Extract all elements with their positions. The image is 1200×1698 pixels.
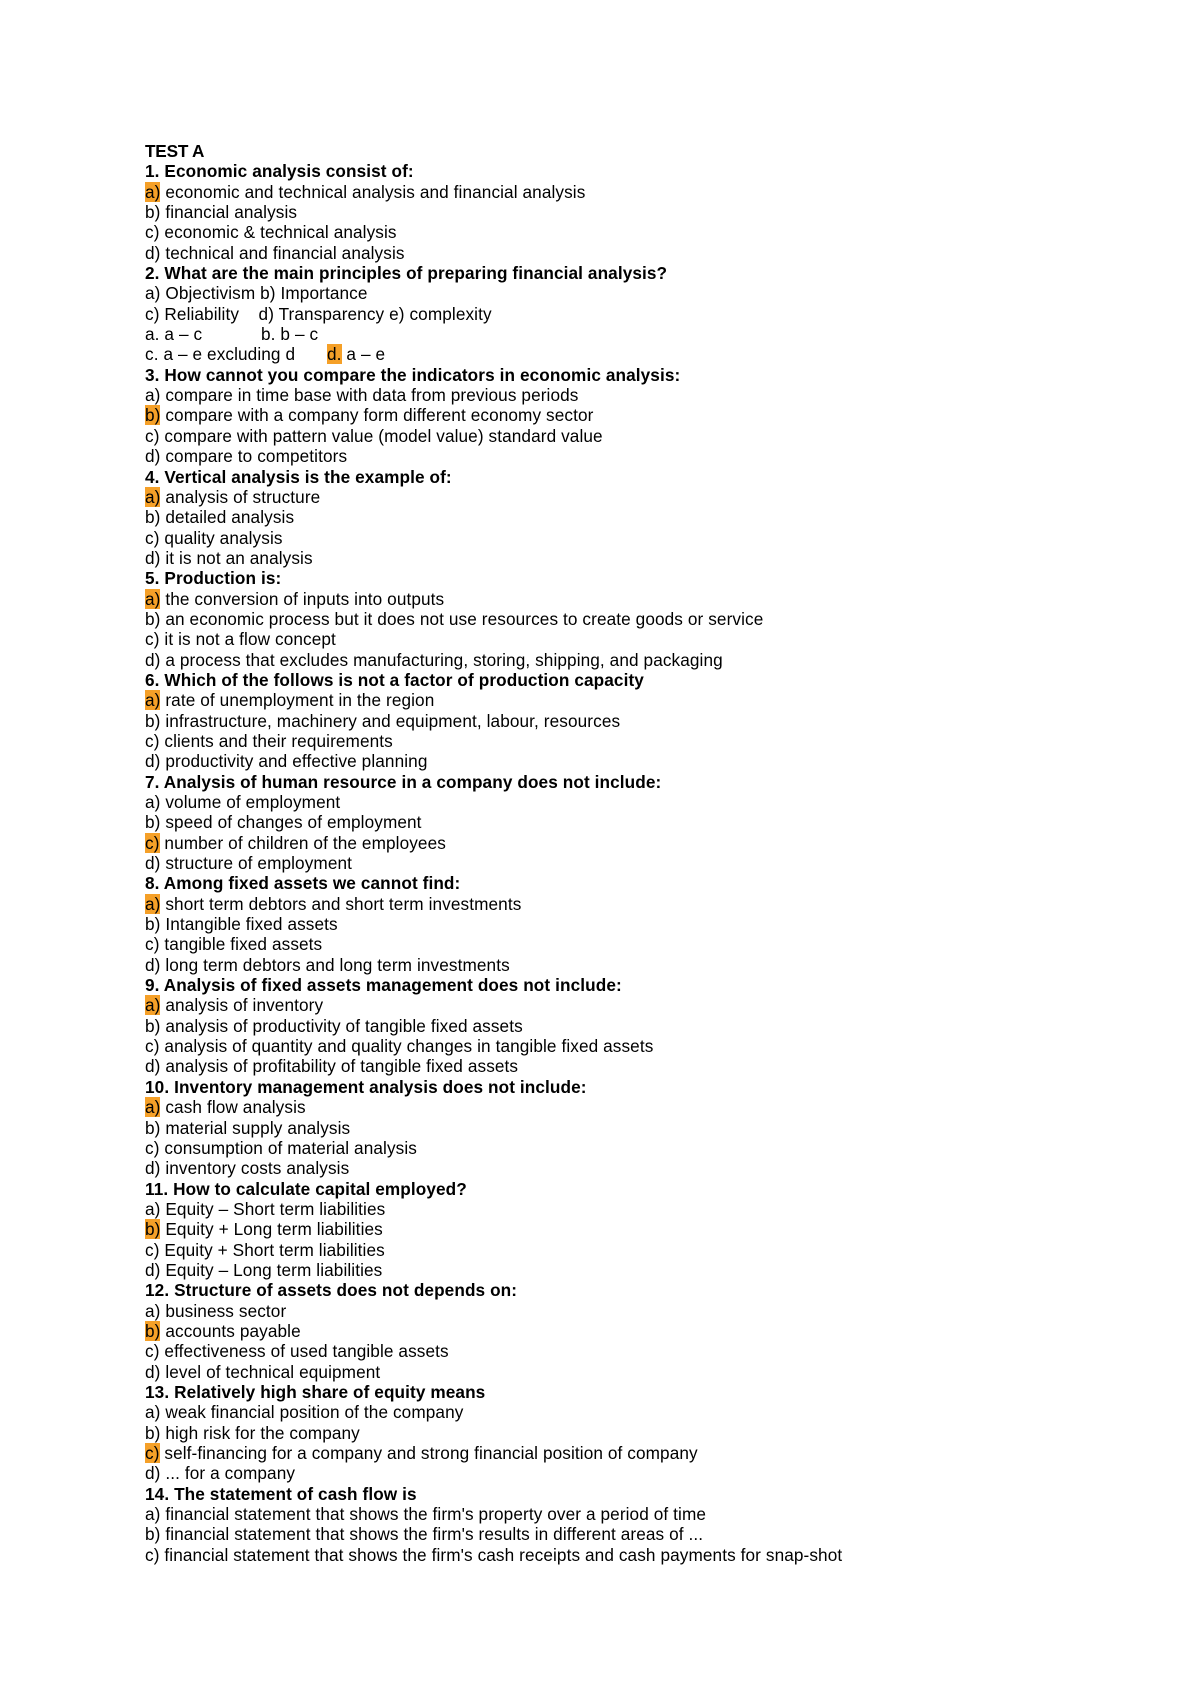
answer-option xyxy=(145,1423,1145,1443)
answer-option xyxy=(145,955,1145,975)
question-heading: 9. Analysis of fixed assets management does not include: xyxy=(145,975,622,996)
answer-option xyxy=(145,792,1145,812)
answer-option xyxy=(145,507,1145,527)
question-heading: 11. How to calculate capital employed? xyxy=(145,1178,467,1199)
question-heading: 5. Production is: xyxy=(145,568,282,589)
answer-marker: c) xyxy=(145,730,160,751)
answer-marker: a) xyxy=(145,1402,161,1423)
answer-option xyxy=(145,1341,1145,1361)
answer-option xyxy=(145,690,1145,710)
answer-option xyxy=(145,711,1145,731)
answer-text: compare with a company form different economy sector xyxy=(160,405,594,426)
answer-option xyxy=(145,487,1145,507)
answer-marker: d) xyxy=(145,446,161,467)
answer-marker: d) xyxy=(145,1259,161,1280)
answer-option xyxy=(145,1158,1145,1178)
answer-option xyxy=(145,1240,1145,1260)
answer-option xyxy=(145,1219,1145,1239)
answer-marker: c) xyxy=(145,527,160,548)
answer-marker: d) xyxy=(145,649,161,670)
answer-marker: c) xyxy=(145,1341,160,1362)
answer-option xyxy=(145,629,1145,649)
answer-option xyxy=(145,182,1145,202)
answer-option xyxy=(145,731,1145,751)
answer-text: Equity + Long term liabilities xyxy=(160,1219,383,1240)
answer-option xyxy=(145,995,1145,1015)
answer-marker: b) xyxy=(145,710,161,731)
answer-marker: d) xyxy=(145,1056,161,1077)
answer-text: clients and their requirements xyxy=(159,730,393,751)
answer-option xyxy=(145,1362,1145,1382)
answer-marker: c) xyxy=(145,1544,160,1565)
answer-option xyxy=(145,243,1145,263)
answer-marker: b) xyxy=(145,1422,161,1443)
answer-text: the conversion of inputs into outputs xyxy=(160,588,445,609)
highlighted-answer-marker: a) xyxy=(145,1097,161,1118)
answer-text: short term debtors and short term investments xyxy=(160,893,522,914)
answer-text: financial analysis xyxy=(160,202,298,223)
question-heading: 4. Vertical analysis is the example of: xyxy=(145,466,452,487)
principles-line xyxy=(145,283,1145,303)
answer-option xyxy=(145,609,1145,629)
highlighted-answer-marker: b) xyxy=(145,1320,161,1341)
choice-b: b. b – c xyxy=(261,324,319,345)
question-list xyxy=(145,161,1145,1565)
answer-marker: d) xyxy=(145,853,161,874)
answer-text: structure of employment xyxy=(160,853,353,874)
answer-text: compare in time base with data from previous periods xyxy=(160,385,579,406)
answer-option xyxy=(145,548,1145,568)
answer-text: Equity + Short term liabilities xyxy=(159,1239,385,1260)
answer-text: number of children of the employees xyxy=(159,832,446,853)
answer-text: weak financial position of the company xyxy=(160,1402,464,1423)
answer-text: high risk for the company xyxy=(160,1422,360,1443)
question-heading: 12. Structure of assets does not depends on: xyxy=(145,1280,518,1301)
answer-text: speed of changes of employment xyxy=(160,812,422,833)
principles-line xyxy=(145,304,1145,324)
answer-marker: b) xyxy=(145,1524,161,1545)
question-heading: 1. Economic analysis consist of: xyxy=(145,161,414,182)
answer-text: productivity and effective planning xyxy=(160,751,428,772)
principles-text: c) Reliability d) Transparency e) complexity xyxy=(145,303,492,324)
answer-option xyxy=(145,914,1145,934)
answer-marker: c) xyxy=(145,629,160,650)
choice-a: a. a – c xyxy=(145,324,203,345)
highlighted-answer-marker: a) xyxy=(145,588,161,609)
answer-option xyxy=(145,385,1145,405)
highlighted-answer-marker: c) xyxy=(145,832,160,853)
answer-text: technical and financial analysis xyxy=(160,242,405,263)
answer-option xyxy=(145,650,1145,670)
answer-marker: a) xyxy=(145,792,161,812)
answer-option xyxy=(145,1463,1145,1483)
answer-option xyxy=(145,812,1145,832)
answer-option xyxy=(145,894,1145,914)
answer-option xyxy=(145,426,1145,446)
answer-text: compare with pattern value (model value) standard value xyxy=(159,425,603,446)
question-heading: 2. What are the main principles of preparing financial analysis? xyxy=(145,263,668,284)
choice-d: a – e xyxy=(341,344,386,365)
answer-marker: d) xyxy=(145,954,161,975)
answer-text: financial statement that shows the firm's cash receipts and cash payments for snap-shot xyxy=(159,1544,843,1565)
answer-marker: c) xyxy=(145,934,160,955)
answer-option xyxy=(145,1036,1145,1056)
answer-option xyxy=(145,202,1145,222)
answer-text: analysis of quantity and quality changes in tangible fixed assets xyxy=(159,1036,654,1057)
answer-text: Intangible fixed assets xyxy=(160,914,338,935)
answer-marker: d) xyxy=(145,1158,161,1179)
answer-text: effectiveness of used tangible assets xyxy=(159,1341,449,1362)
answer-text: rate of unemployment in the region xyxy=(160,690,435,711)
answer-text: it is not an analysis xyxy=(160,547,313,568)
answer-option xyxy=(145,1056,1145,1076)
answer-option xyxy=(145,1301,1145,1321)
answer-option xyxy=(145,405,1145,425)
answer-marker: d) xyxy=(145,751,161,772)
answer-option xyxy=(145,1016,1145,1036)
answer-option xyxy=(145,1321,1145,1341)
answer-option xyxy=(145,1260,1145,1280)
answer-option xyxy=(145,833,1145,853)
answer-text: tangible fixed assets xyxy=(159,934,323,955)
answer-text: analysis of profitability of tangible fixed assets xyxy=(160,1056,519,1077)
answer-text: volume of employment xyxy=(160,792,341,812)
answer-marker: d) xyxy=(145,547,161,568)
answer-text: inventory costs analysis xyxy=(160,1158,350,1179)
highlighted-answer-marker: b) xyxy=(145,1219,161,1240)
answer-text: infrastructure, machinery and equipment, labour, resources xyxy=(160,710,621,731)
answer-text: quality analysis xyxy=(159,527,283,548)
answer-text: detailed analysis xyxy=(160,507,295,528)
highlighted-answer-marker: c) xyxy=(145,1443,160,1463)
question-heading: 7. Analysis of human resource in a company does not include: xyxy=(145,771,662,792)
answer-option xyxy=(145,446,1145,466)
answer-text: it is not a flow concept xyxy=(159,629,336,650)
answer-marker: b) xyxy=(145,1015,161,1036)
answer-marker: d) xyxy=(145,1361,161,1382)
answer-text: business sector xyxy=(160,1300,287,1321)
answer-marker: d) xyxy=(145,1463,161,1484)
answer-text: analysis of structure xyxy=(160,486,321,507)
answer-marker: d) xyxy=(145,242,161,263)
answer-text: compare to competitors xyxy=(160,446,348,467)
answer-marker: b) xyxy=(145,608,161,629)
answer-marker: a) xyxy=(145,385,161,406)
answer-option xyxy=(145,1138,1145,1158)
answer-option xyxy=(145,222,1145,242)
answer-text: material supply analysis xyxy=(160,1117,351,1138)
answer-option xyxy=(145,1504,1145,1524)
answer-marker: a) xyxy=(145,1300,161,1321)
answer-text: economic & technical analysis xyxy=(159,222,397,243)
answer-text: level of technical equipment xyxy=(160,1361,381,1382)
answer-option xyxy=(145,589,1145,609)
answer-text: accounts payable xyxy=(160,1320,301,1341)
answer-option xyxy=(145,1097,1145,1117)
answer-marker: b) xyxy=(145,202,161,223)
test-title: TEST A xyxy=(145,141,205,161)
answer-marker: b) xyxy=(145,507,161,528)
answer-marker: c) xyxy=(145,425,160,446)
highlighted-answer-marker: a) xyxy=(145,995,161,1016)
answer-text: Equity – Short term liabilities xyxy=(160,1198,386,1219)
answer-marker: a) xyxy=(145,1504,161,1525)
answer-option xyxy=(145,1118,1145,1138)
answer-text: Equity – Long term liabilities xyxy=(160,1259,383,1280)
answer-text: cash flow analysis xyxy=(160,1097,306,1118)
answer-marker: c) xyxy=(145,1137,160,1158)
answer-text: self-financing for a company and strong financial position of company xyxy=(159,1443,698,1463)
choice-line xyxy=(145,344,1145,364)
answer-option xyxy=(145,1524,1145,1544)
answer-text: economic and technical analysis and financial analysis xyxy=(160,181,586,202)
answer-option xyxy=(145,528,1145,548)
answer-marker: c) xyxy=(145,222,160,243)
answer-marker: b) xyxy=(145,1117,161,1138)
highlighted-answer-marker: a) xyxy=(145,486,161,507)
answer-text: long term debtors and long term investments xyxy=(160,954,510,975)
answer-marker: c) xyxy=(145,1036,160,1057)
answer-text: ... for a company xyxy=(160,1463,296,1484)
question-heading: 8. Among fixed assets we cannot find: xyxy=(145,873,461,894)
question-heading: 6. Which of the follows is not a factor of production capacity xyxy=(145,669,644,690)
answer-marker: a) xyxy=(145,1198,161,1219)
answer-text: financial statement that shows the firm's property over a period of time xyxy=(160,1504,707,1525)
answer-text: a process that excludes manufacturing, storing, shipping, and packaging xyxy=(160,649,723,670)
answer-option xyxy=(145,1402,1145,1422)
choice-c: c. a – e excluding d xyxy=(145,344,296,365)
answer-text: financial statement that shows the firm's results in different areas of ... xyxy=(160,1524,704,1545)
highlighted-answer-marker: d. xyxy=(327,344,342,365)
document-page xyxy=(145,141,1145,1565)
answer-option xyxy=(145,1545,1145,1565)
highlighted-answer-marker: b) xyxy=(145,405,161,426)
answer-text: an economic process but it does not use resources to create goods or service xyxy=(160,608,764,629)
answer-marker: b) xyxy=(145,812,161,833)
answer-marker: c) xyxy=(145,1239,160,1260)
answer-option xyxy=(145,751,1145,771)
answer-option xyxy=(145,1443,1145,1463)
question-heading: 3. How cannot you compare the indicators in economic analysis: xyxy=(145,364,681,385)
answer-text: consumption of material analysis xyxy=(159,1137,417,1158)
answer-text: analysis of productivity of tangible fixed assets xyxy=(160,1015,523,1036)
answer-marker: b) xyxy=(145,914,161,935)
answer-option xyxy=(145,1199,1145,1219)
principles-text: a) Objectivism b) Importance xyxy=(145,283,368,304)
highlighted-answer-marker: a) xyxy=(145,181,161,202)
answer-option xyxy=(145,934,1145,954)
highlighted-answer-marker: a) xyxy=(145,893,161,914)
highlighted-answer-marker: a) xyxy=(145,690,161,711)
answer-text: analysis of inventory xyxy=(160,995,324,1016)
answer-option xyxy=(145,853,1145,873)
choice-line xyxy=(145,324,1145,344)
question-heading: 10. Inventory management analysis does not include: xyxy=(145,1076,587,1097)
question-heading: 14. The statement of cash flow is xyxy=(145,1483,417,1504)
question-heading: 13. Relatively high share of equity means xyxy=(145,1381,486,1402)
